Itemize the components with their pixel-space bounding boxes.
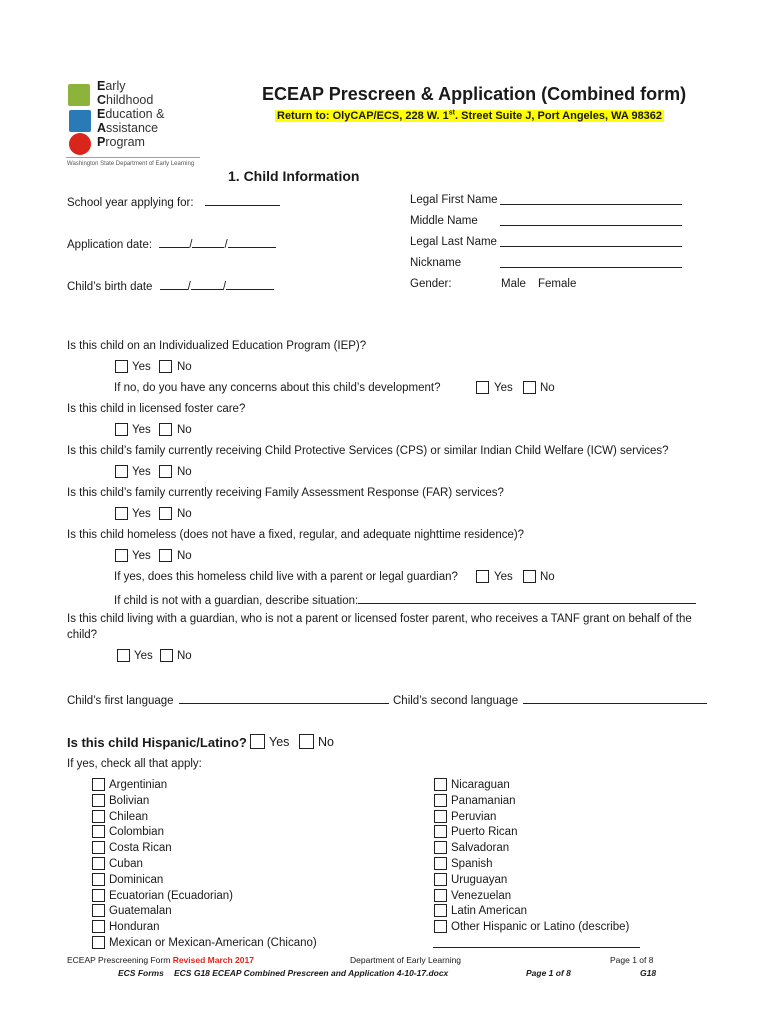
hispanic-yes-checkbox[interactable] (250, 734, 265, 749)
logo-text: ssistance (106, 121, 159, 135)
not-guardian-field[interactable] (358, 592, 696, 604)
legal-last-name-label: Legal Last Name (410, 236, 497, 248)
hispanic-origin-checkbox[interactable] (92, 857, 105, 870)
footer-form-label: ECEAP Prescreening Form (67, 955, 171, 965)
hispanic-origin-label: Chilean (109, 810, 148, 823)
logo-text: hildhood (106, 93, 154, 107)
hispanic-origin-checkbox[interactable] (92, 794, 105, 807)
foster-yes-label: Yes (132, 424, 151, 436)
hispanic-origin-checkbox[interactable] (434, 873, 447, 886)
birth-month-field[interactable] (160, 278, 188, 290)
not-guardian-label: If child is not with a guardian, describe situation: (114, 595, 359, 607)
homeless-guardian-question: If yes, does this homeless child live with a parent or legal guardian? (114, 571, 458, 583)
hispanic-origin-checkbox[interactable] (92, 810, 105, 823)
logo-hands-icon (68, 84, 90, 106)
homeless-guardian-yes-checkbox[interactable] (476, 570, 489, 583)
date-separator: / (224, 239, 228, 251)
hispanic-origin-label: Venezuelan (451, 889, 512, 902)
homeless-no-label: No (177, 550, 192, 562)
hispanic-origin-checkbox[interactable] (434, 778, 447, 791)
hispanic-origin-checkbox[interactable] (92, 889, 105, 902)
hispanic-origin-checkbox[interactable] (434, 920, 447, 933)
other-hispanic-field[interactable] (433, 936, 640, 948)
hispanic-no-label: No (318, 735, 334, 749)
foster-yes-checkbox[interactable] (115, 423, 128, 436)
hispanic-origin-label: Peruvian (451, 810, 497, 823)
logo-book-icon (69, 110, 91, 132)
hispanic-origin-checkbox[interactable] (92, 904, 105, 917)
iep-yes-label: Yes (132, 361, 151, 373)
hispanic-origin-label: Cuban (109, 858, 143, 870)
middle-name-label: Middle Name (410, 215, 478, 227)
birth-day-field[interactable] (191, 278, 223, 290)
iep-no-checkbox[interactable] (159, 360, 172, 373)
hispanic-origin-label: Costa Rican (109, 842, 172, 855)
homeless-yes-checkbox[interactable] (115, 549, 128, 562)
foster-no-checkbox[interactable] (159, 423, 172, 436)
homeless-question: Is this child homeless (does not have a fixed, regular, and adequate nighttime residence)? (67, 529, 525, 541)
homeless-guardian-yes-label: Yes (494, 571, 513, 583)
tanf-question-cont: child? (67, 629, 98, 641)
gender-label: Gender: (410, 278, 452, 290)
middle-name-field[interactable] (500, 214, 682, 226)
hispanic-question: Is this child Hispanic/Latino? (67, 735, 247, 750)
cps-yes-label: Yes (132, 466, 151, 478)
hispanic-origin-checkbox[interactable] (434, 810, 447, 823)
page-title: ECEAP Prescreen & Application (Combined form) (262, 84, 687, 104)
first-language-field[interactable] (179, 692, 389, 704)
date-separator: / (189, 239, 193, 251)
application-month-field[interactable] (159, 236, 189, 248)
date-separator: / (187, 281, 191, 293)
school-year-field[interactable] (205, 194, 280, 206)
hispanic-origin-label: Guatemalan (109, 905, 172, 918)
hispanic-origin-label: Argentinian (109, 779, 168, 791)
logo-initial: E (97, 79, 106, 93)
hispanic-origin-checkbox[interactable] (434, 904, 447, 917)
concerns-yes-label: Yes (494, 382, 513, 394)
hispanic-origin-label: Bolivian (109, 794, 150, 807)
first-language-label: Child’s first language (67, 695, 174, 707)
iep-no-label: No (177, 361, 192, 373)
footer-page-bottom: Page 1 of 8 (526, 968, 571, 978)
gender-female-option[interactable]: Female (538, 278, 577, 290)
logo-apple-icon (69, 133, 91, 155)
application-year-field[interactable] (228, 236, 276, 248)
birth-date-row (67, 278, 274, 293)
logo-initial: E (97, 107, 106, 121)
tanf-no-checkbox[interactable] (160, 649, 173, 662)
hispanic-origin-label: Uruguayan (451, 873, 508, 886)
hispanic-origin-label: Nicaraguan (451, 779, 510, 791)
cps-no-checkbox[interactable] (159, 465, 172, 478)
hispanic-origin-label: Salvadoran (451, 842, 510, 855)
homeless-guardian-no-label: No (540, 571, 555, 583)
hispanic-no-checkbox[interactable] (299, 734, 314, 749)
hispanic-origin-checkbox[interactable] (434, 825, 447, 838)
return-sup: st (448, 109, 455, 116)
foster-question: Is this child in licensed foster care? (67, 403, 246, 415)
hispanic-origin-checkbox[interactable] (92, 778, 105, 791)
hispanic-origin-label: Mexican or Mexican-American (Chicano) (109, 937, 317, 949)
far-no-label: No (177, 508, 192, 520)
concerns-question: If no, do you have any concerns about this child’s development? (114, 382, 441, 394)
hispanic-origin-label: Honduran (109, 921, 160, 934)
hispanic-origin-label: Spanish (451, 858, 493, 870)
school-year-row (67, 194, 280, 209)
section-title: 1. Child Information (228, 168, 360, 184)
tanf-yes-label: Yes (134, 650, 153, 662)
far-yes-label: Yes (132, 508, 151, 520)
logo-text: arly (105, 79, 126, 93)
iep-question: Is this child on an Individualized Education Program (IEP)? (67, 340, 367, 352)
not-guardian-row (114, 592, 696, 607)
hispanic-origin-label: Dominican (109, 873, 164, 886)
hispanic-origin-label: Other Hispanic or Latino (describe) (451, 921, 630, 934)
logo-department: Washington State Department of Early Learning (67, 161, 195, 167)
nickname-label: Nickname (410, 257, 462, 269)
gender-male-option[interactable]: Male (501, 278, 526, 290)
application-date-label: Application date: (67, 239, 153, 251)
cps-question: Is this child’s family currently receiving Child Protective Services (CPS) or similar Indian Child Welfare (ICW) services? (67, 445, 669, 457)
eceap-logo (66, 80, 202, 175)
application-date-row (67, 236, 276, 251)
far-no-checkbox[interactable] (159, 507, 172, 520)
homeless-guardian-no-checkbox[interactable] (523, 570, 536, 583)
hispanic-origin-checkbox[interactable] (434, 794, 447, 807)
footer-department: Department of Early Learning (350, 955, 462, 965)
homeless-no-checkbox[interactable] (159, 549, 172, 562)
birth-date-label: Child’s birth date (67, 281, 153, 293)
concerns-yes-checkbox[interactable] (476, 381, 489, 394)
homeless-yes-label: Yes (132, 550, 151, 562)
logo-text: rogram (105, 135, 145, 149)
far-question: Is this child’s family currently receiving Family Assessment Response (FAR) services? (67, 487, 504, 499)
tanf-yes-checkbox[interactable] (117, 649, 130, 662)
logo-initial: P (97, 135, 106, 149)
footer-revised: Revised March 2017 (172, 955, 254, 965)
hispanic-origin-label: Ecuatorian (Ecuadorian) (109, 889, 234, 902)
second-language-row (393, 692, 707, 707)
application-day-field[interactable] (192, 236, 224, 248)
concerns-no-label: No (540, 382, 555, 394)
foster-no-label: No (177, 424, 192, 436)
hispanic-origin-checkbox[interactable] (434, 889, 447, 902)
hispanic-origin-checkbox[interactable] (92, 841, 105, 854)
second-language-label: Child’s second language (393, 695, 519, 707)
hispanic-origin-label: Latin American (451, 905, 528, 918)
cps-yes-checkbox[interactable] (115, 465, 128, 478)
footer-ecs-forms: ECS Forms (118, 968, 164, 978)
return-prefix: Return to: OlyCAP/ECS, 228 W. 1 (277, 109, 449, 122)
logo-initial: C (97, 93, 107, 107)
cps-no-label: No (177, 466, 192, 478)
iep-yes-checkbox[interactable] (115, 360, 128, 373)
return-address (275, 109, 664, 122)
hispanic-origin-checkbox[interactable] (434, 857, 447, 870)
legal-first-name-label: Legal First Name (410, 194, 498, 206)
footer-form-name (67, 955, 254, 965)
nickname-field[interactable] (500, 256, 682, 268)
footer-code: G18 (640, 968, 657, 978)
tanf-no-label: No (177, 650, 192, 662)
first-language-row (67, 692, 389, 707)
logo-initial: A (97, 121, 107, 135)
logo-rule (66, 157, 200, 158)
hispanic-origin-label: Colombian (109, 826, 164, 839)
footer-page-top: Page 1 of 8 (610, 955, 654, 965)
hispanic-origin-label: Puerto Rican (451, 826, 518, 839)
hispanic-origin-checkbox[interactable] (92, 936, 105, 949)
hispanic-origin-label: Panamanian (451, 794, 516, 807)
legal-last-name-field[interactable] (500, 235, 682, 247)
hispanic-origin-checkbox[interactable] (434, 841, 447, 854)
hispanic-origin-checkbox[interactable] (92, 825, 105, 838)
check-all-label: If yes, check all that apply: (67, 758, 202, 770)
tanf-question: Is this child living with a guardian, who is not a parent or licensed foster parent, who receives a TANF grant on behalf of the (67, 613, 692, 625)
second-language-field[interactable] (523, 692, 707, 704)
school-year-label: School year applying for: (67, 197, 194, 209)
logo-text: ducation & (105, 107, 165, 121)
concerns-no-checkbox[interactable] (523, 381, 536, 394)
footer-doc-name: ECS G18 ECEAP Combined Prescreen and Application 4-10-17.docx (174, 968, 449, 978)
date-separator: / (222, 281, 227, 293)
legal-first-name-field[interactable] (500, 193, 682, 205)
far-yes-checkbox[interactable] (115, 507, 128, 520)
hispanic-origin-checkbox[interactable] (92, 873, 105, 886)
birth-year-field[interactable] (226, 278, 274, 290)
hispanic-yes-label: Yes (269, 735, 290, 749)
return-suffix: . Street Suite J, Port Angeles, WA 98362 (455, 109, 663, 122)
hispanic-origin-checkbox[interactable] (92, 920, 105, 933)
